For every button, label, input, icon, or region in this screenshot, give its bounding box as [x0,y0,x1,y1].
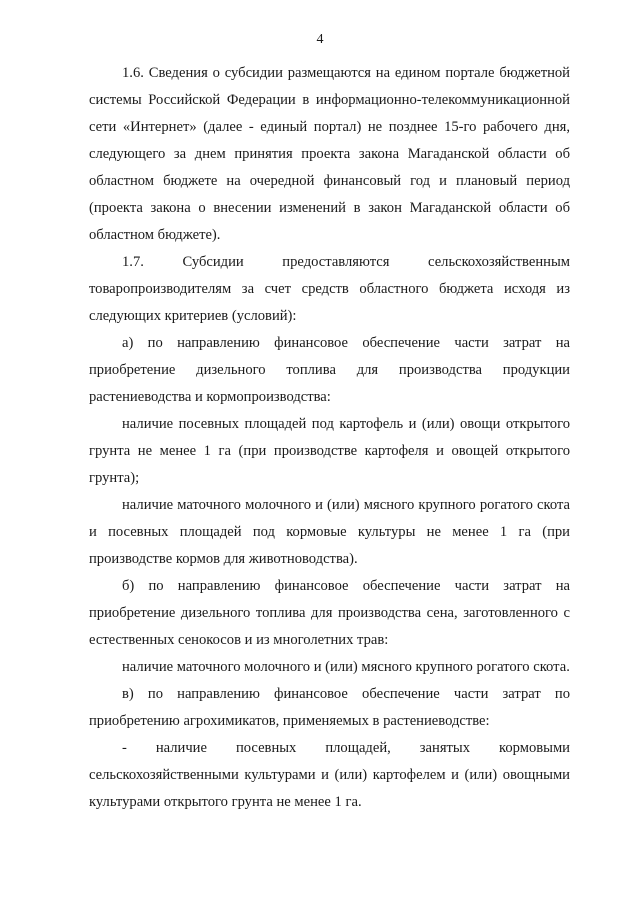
paragraph-b: б) по направлению финансовое обеспечение части затрат на приобретение дизельного топлива для производства сена, заготовленного с естественных сенокосов и из многолетних трав: [89,578,570,648]
page-number: 4 [316,32,324,47]
paragraph-b-condition-1: наличие маточного молочного и (или) мясного крупного рогатого скота. [122,659,570,675]
paragraph-v: в) по направлению финансовое обеспечение части затрат по приобретению агрохимикатов, применяемых в растениеводстве: [89,686,570,729]
paragraph-1-7: 1.7. Субсидии предоставляются сельскохозяйственным товаропроизводителям за счет средств областного бюджета исходя из следующих критериев (условий): [89,254,570,324]
paragraph-a: а) по направлению финансовое обеспечение части затрат на приобретение дизельного топлива для производства продукции растениеводства и кормопроизводства: [89,335,570,405]
document-body [89,60,570,816]
paragraph-a-condition-2: наличие маточного молочного и (или) мясного крупного рогатого скота и посевных площадей под кормовые культуры не менее 1 га (при производстве кормов для животноводства). [89,497,570,567]
paragraph-a-condition-1: наличие посевных площадей под картофель и (или) овощи открытого грунта не менее 1 га (при производстве картофеля и овощей открытого грунта); [89,416,570,486]
paragraph-1-6: 1.6. Сведения о субсидии размещаются на едином портале бюджетной системы Российской Федерации в информационно-телекоммуникационной сети «Интернет» (далее - единый портал) не позднее 15-го рабочего дня, следующего за днем принятия проекта закона Магаданской области об областном бюджете на очередной финансовый год и плановый период (проекта закона о внесении изменений в закон Магаданской области об областном бюджете). [89,65,570,243]
paragraph-v-condition-1: - наличие посевных площадей, занятых кормовыми сельскохозяйственными культурами и (или) картофелем и (или) овощными культурами открытого грунта не менее 1 га. [89,740,570,810]
